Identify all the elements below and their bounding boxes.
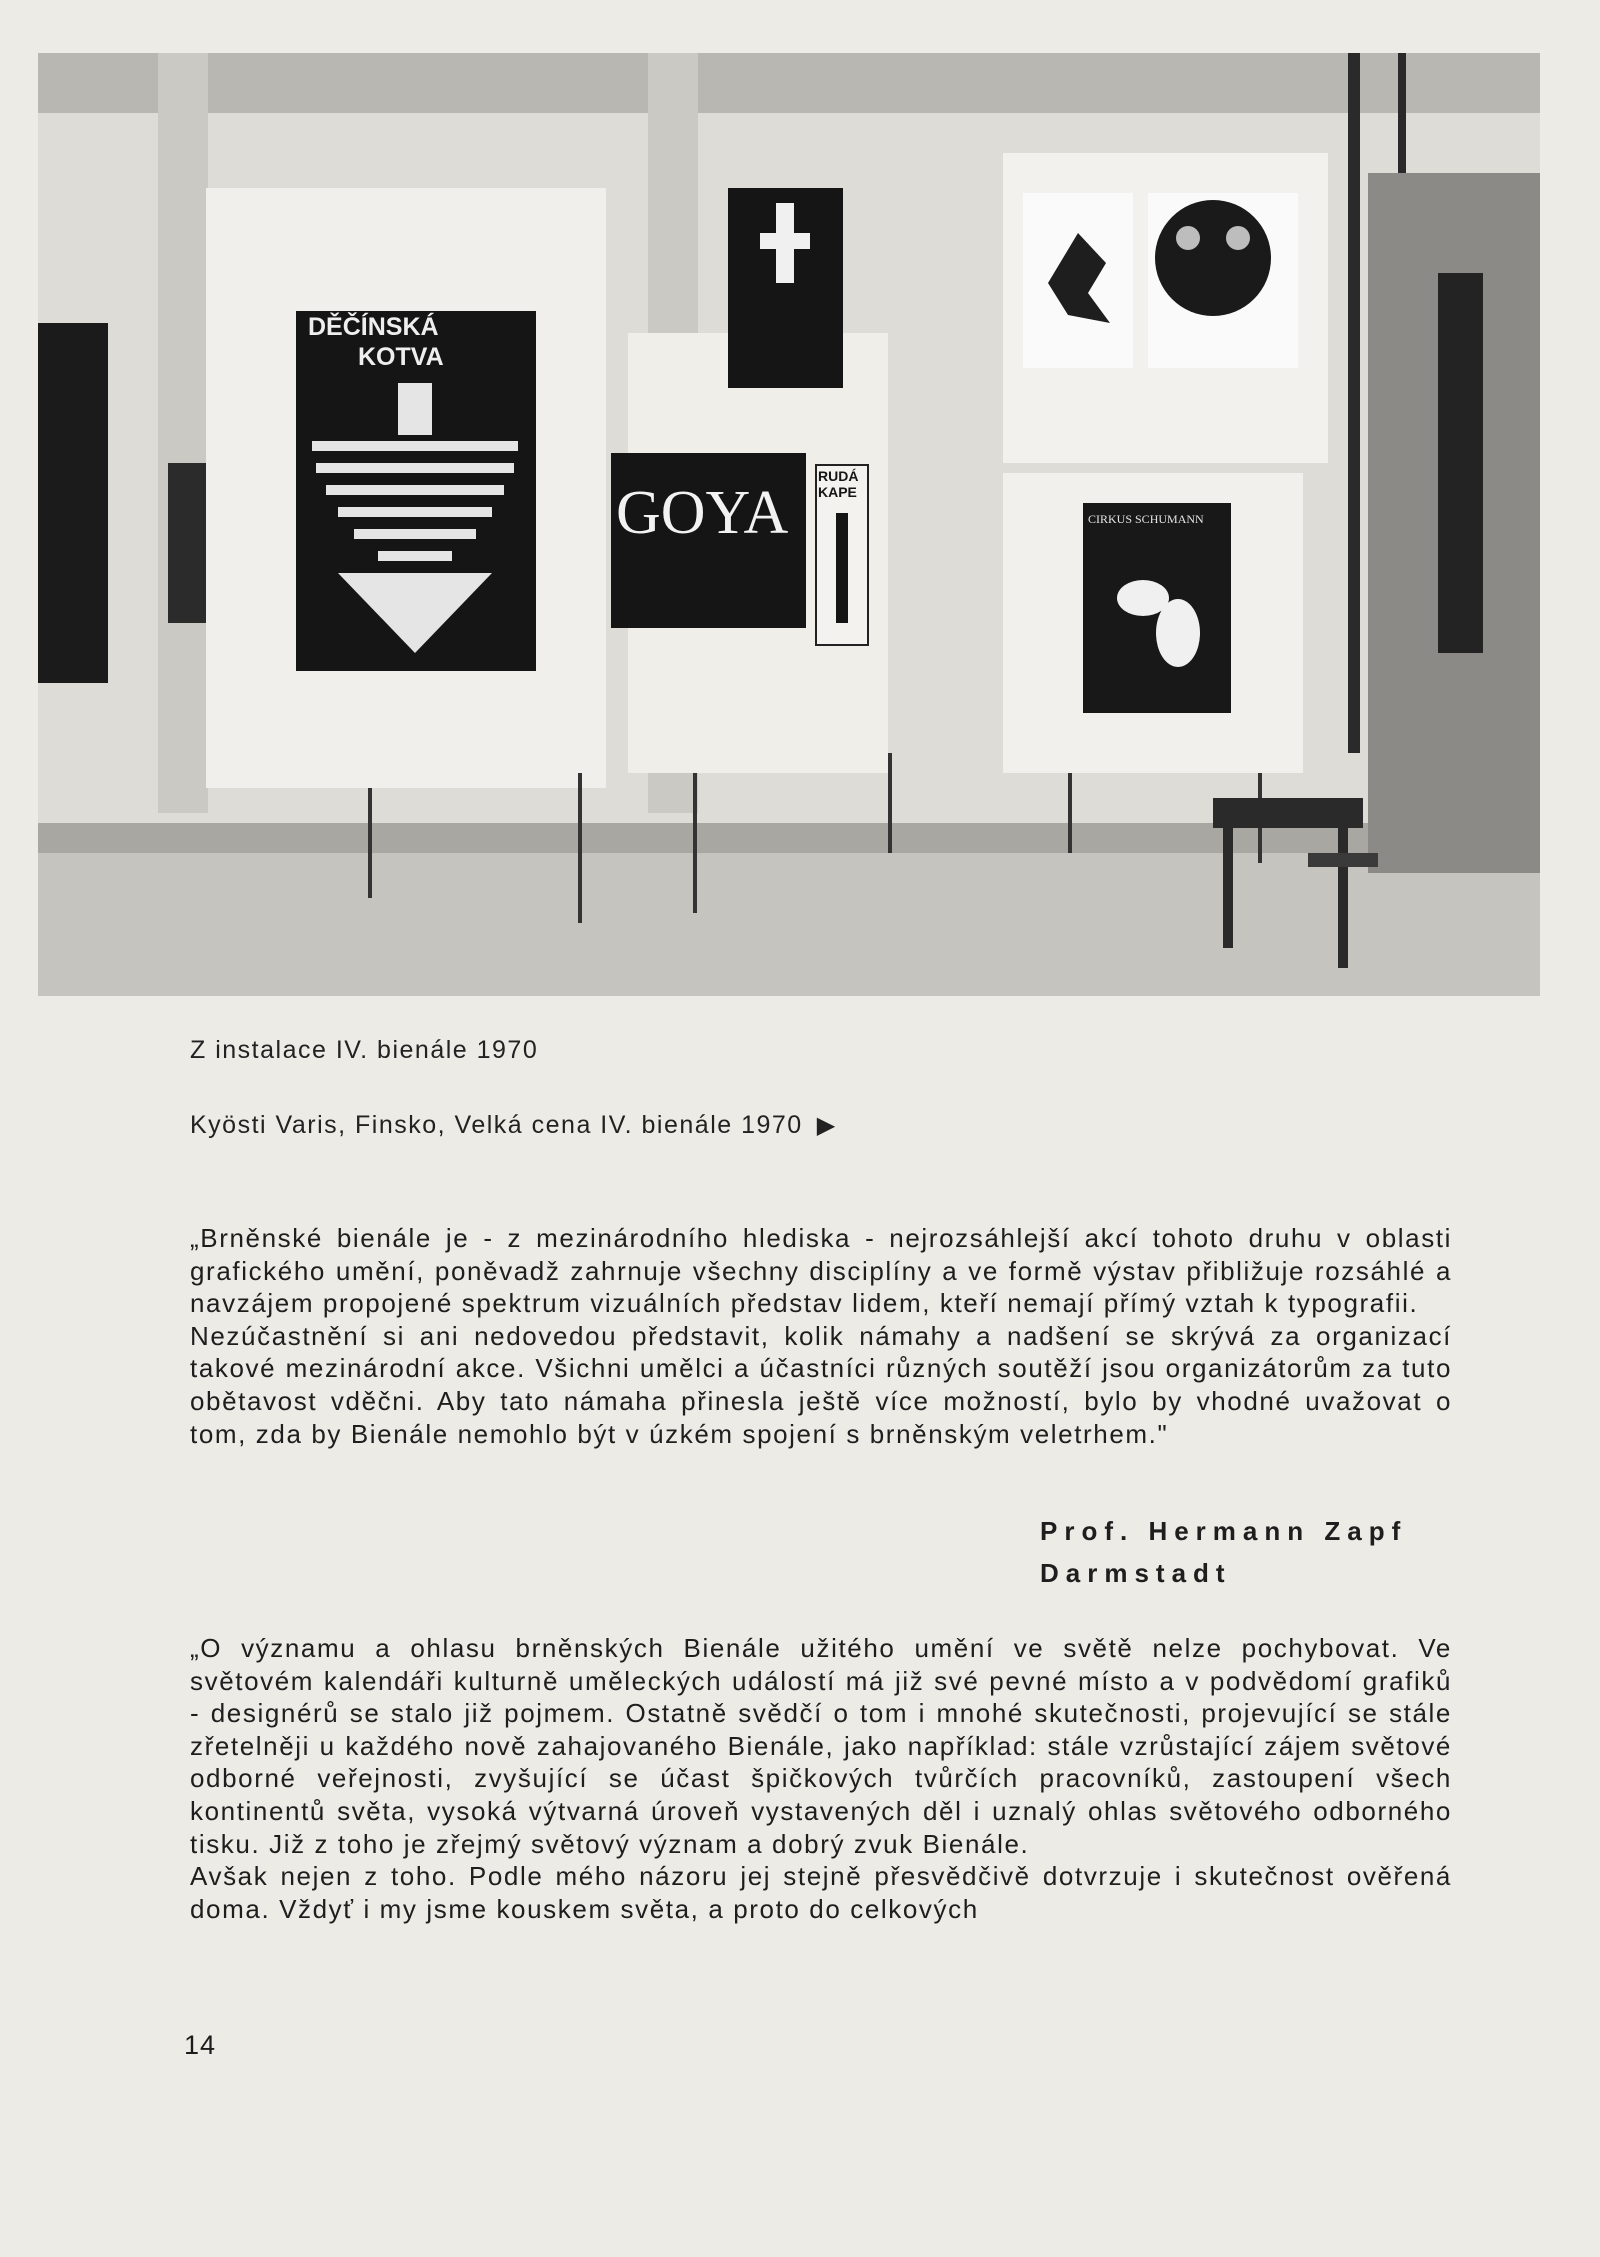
- poster-goya: [611, 453, 806, 628]
- poster-text-decinska: DĚČÍNSKÁ: [308, 313, 439, 341]
- svg-text:RUDÁ: RUDÁ: [818, 468, 859, 484]
- caption-text: Kyösti Varis, Finsko, Velká cena IV. bienále 1970: [190, 1111, 803, 1139]
- quote-zapf-paragraph-2: Nezúčastnění si ani nedovedou představit, kolik námahy a nadšení se skrývá za organizací takové mezinárodní akce. Všichni umělci a účastníci různých soutěží jsou organizátorům za tuto obětavost vděčni. Aby tato námaha přinesla ještě více možností, bylo by vhodné uvažovat o tom, zda by Bienále nemohlo být v úzkém spojení s brněnským veletrhem.": [190, 1320, 1452, 1449]
- signature-name: Prof. Hermann Zapf: [1040, 1516, 1408, 1546]
- poster-text-kotva: KOTVA: [358, 343, 444, 371]
- poster-cirkus-schumann: [1083, 503, 1231, 713]
- arrow-right-icon: ▶: [816, 1112, 837, 1139]
- page-number: 14: [184, 2030, 217, 2060]
- photo-caption-installation: Z instalace IV. bienále 1970: [190, 1036, 539, 1064]
- exhibition-photo: [38, 53, 1540, 996]
- poster-decinska-kotva: [296, 311, 536, 671]
- photo-caption-varis: [190, 1111, 837, 1140]
- poster-text-cirkus: CIRKUS SCHUMANN: [1088, 512, 1204, 526]
- poster-text-goya: GOYA: [616, 479, 789, 547]
- quote-zapf-paragraph-1: „Brněnské bienále je - z mezinárodního hlediska - nejrozsáhlejší akcí tohoto druhu v oblasti grafického umění, poněvadž zahrnuje všechny disciplíny a ve formě výstav přibližuje rozsáhlé a navzájem propojené spektrum vizuálních představ lidem, kteří nemají přímý vztah k typografii.: [190, 1223, 1452, 1319]
- quote-second-paragraph-1: „O významu a ohlasu brněnských Bienále užitého umění ve světě nelze pochybovat. Ve světovém kalendáři kulturně uměleckých událostí má již své pevné místo a v podvědomí grafiků - designérů se stalo již pojmem. Ostatně svědčí o tom i mnohé skutečnosti, projevující se stále zřetelněji u každého nově zahajovaného Bienále, jako například: stále vzrůstající zájem světové odborné veřejnosti, zvyšující se účast špičkových tvůrčích pracovníků, zastoupení všech kontinentů světa, vysoká výtvarná úroveň vystavených děl i uznalý ohlas světového odborného tisku. Již z toho je zřejmý světový význam a dobrý zvuk Bienále.: [190, 1633, 1452, 1859]
- poster-ruda-kape: [816, 465, 868, 645]
- svg-text:KAPE: KAPE: [818, 484, 857, 500]
- quote-second-paragraph-2: Avšak nejen z toho. Podle mého názoru jej stejně přesvědčivě dotvrzuje i skutečnost ověřená doma. Vždyť i my jsme kouskem světa, a proto do celkových: [190, 1861, 1452, 1924]
- quote-second: [190, 1632, 1452, 1925]
- signature-city: Darmstadt: [1040, 1558, 1232, 1588]
- poster-cross: [728, 188, 843, 388]
- quote-zapf: [190, 1222, 1452, 1450]
